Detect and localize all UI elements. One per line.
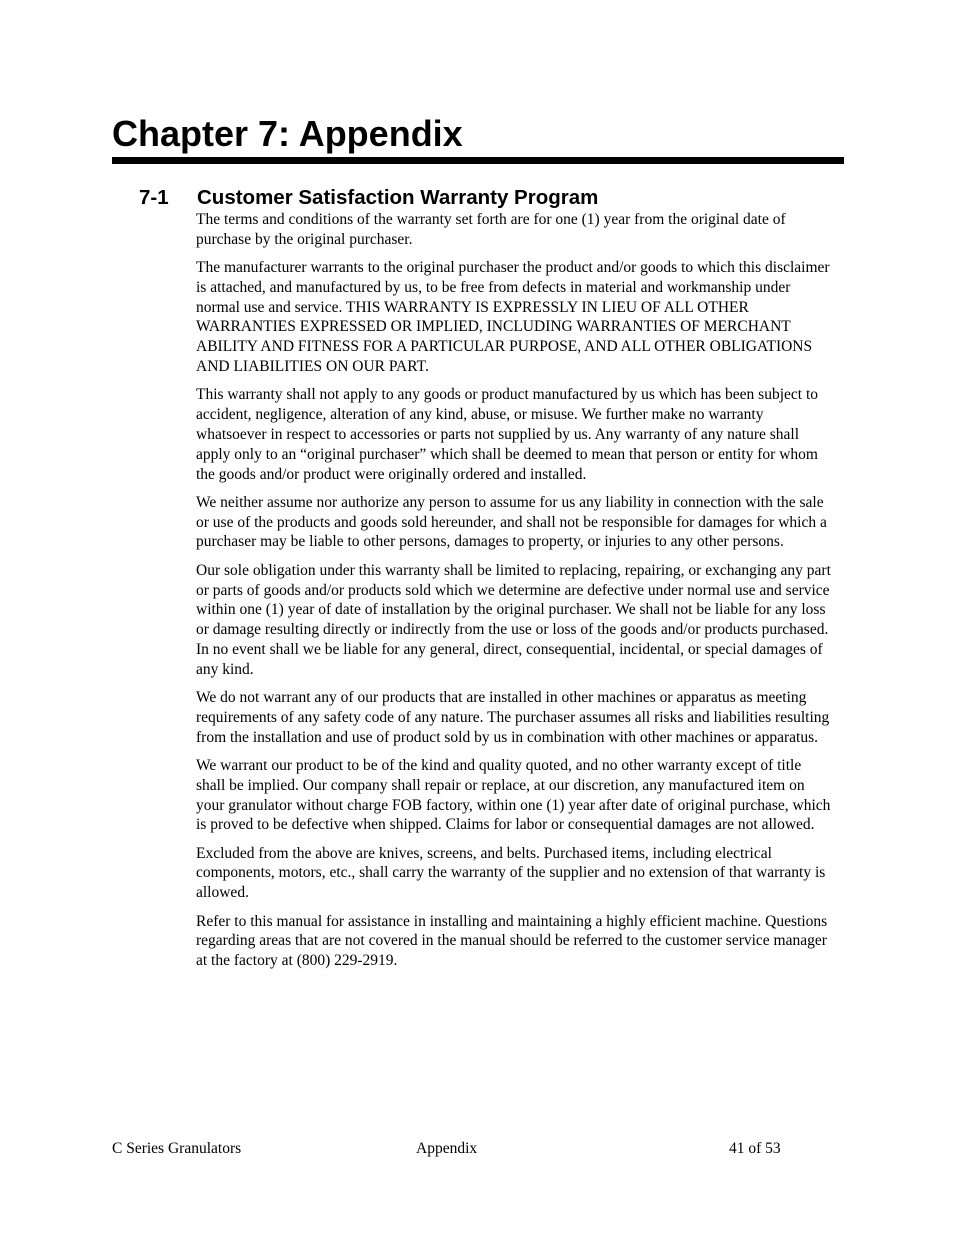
- footer-page-number: 41 of 53: [729, 1140, 781, 1157]
- paragraph-assistance-contact: Refer to this manual for assistance in installing and maintaining a highly efficient machine. Questions regarding areas that are not covered in the manual should be referred to the customer service manager at the factory at (800) 229-2919.: [196, 912, 828, 970]
- section-number: 7-1: [139, 186, 169, 209]
- paragraph-liability-disclaimer: We neither assume nor authorize any person to assume for us any liability in connection with the sale or use of the products and goods sold hereunder, and shall not be responsible for damages for which a purchaser may be liable to other persons, damages to property, or injuries to any other persons.: [196, 493, 827, 551]
- paragraph-sole-obligation: Our sole obligation under this warranty shall be limited to replacing, repairing, or exchanging any part or parts of goods and/or products sold which we determine are defective under normal use and service within one (1) year of date of installation by the original purchaser. We shall not be liable for any loss or damage resulting directly or indirectly from the use or loss of the goods and/or products purchased. In no event shall we be liable for any general, direct, consequential, incidental, or special damages of any kind.: [196, 561, 831, 678]
- chapter-title-rule: [112, 157, 844, 164]
- section-heading: [139, 185, 598, 211]
- paragraph-excluded-items: Excluded from the above are knives, screens, and belts. Purchased items, including electrical components, motors, etc., shall carry the warranty of the supplier and no extension of that warranty is allowed.: [196, 844, 826, 902]
- paragraph-exclusions-misuse: This warranty shall not apply to any goods or product manufactured by us which has been subject to accident, negligence, alteration of any kind, abuse, or misuse. We further make no warranty whatsoever in respect to accessories or parts not supplied by us. Any warranty of any nature shall apply only to an “original purchaser” which shall be deemed to mean that person or entity for whom the goods and/or product were originally ordered and installed.: [196, 386, 819, 483]
- footer-document-name: C Series Granulators: [112, 1140, 242, 1157]
- footer-section-name: Appendix: [416, 1140, 478, 1157]
- paragraph-warranty-term: The terms and conditions of the warranty set forth are for one (1) year from the original date of purchase by the original purchaser.: [196, 211, 786, 248]
- paragraph-repair-replace: We warrant our product to be of the kind and quality quoted, and no other warranty except of title shall be implied. Our company shall repair or replace, at our discretion, any manufactured item on your granulator without charge FOB factory, within one (1) year after date of original purchase, which is proved to be defective when shipped. Claims for labor or consequential damages are not allowed.: [196, 756, 831, 834]
- paragraph-manufacturer-warranty: The manufacturer warrants to the original purchaser the product and/or goods to which this disclaimer is attached, and manufactured by us, to be free from defects in material and workmanship under normal use and service. THIS WARRANTY IS EXPRESSLY IN LIEU OF ALL OTHER WARRANTIES EXPRESSED OR IMPLIED, INCLUDING WARRANTIES OF MERCHANT ABILITY AND FITNESS FOR A PARTICULAR PURPOSE, AND ALL OTHER OBLIGATIONS AND LIABILITIES ON OUR PART.: [196, 259, 830, 376]
- paragraph-safety-code: We do not warrant any of our products that are installed in other machines or apparatus as meeting requirements of any safety code of any nature. The purchaser assumes all risks and liabilities resulting from the installation and use of product sold by us in combination with other machines or apparatus.: [196, 689, 830, 746]
- chapter-title: Chapter 7: Appendix: [112, 113, 463, 154]
- warranty-body: [196, 210, 834, 979]
- section-title: Customer Satisfaction Warranty Program: [197, 186, 599, 209]
